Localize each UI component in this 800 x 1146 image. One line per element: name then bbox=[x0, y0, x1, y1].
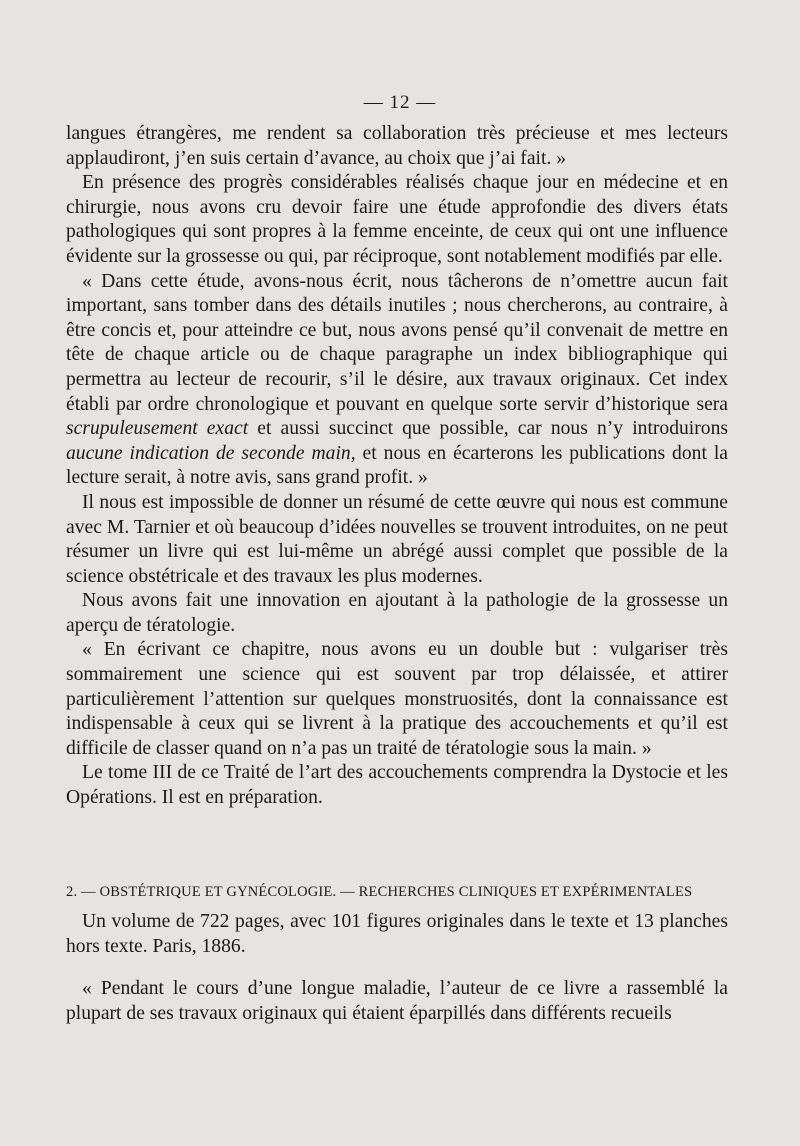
italic-phrase: aucune indication de seconde main, bbox=[66, 442, 356, 464]
paragraph: Nous avons fait une innovation en ajoutant à la pathologie de la grossesse un aperçu de tératologie. bbox=[66, 590, 728, 636]
paragraph: langues étrangères, me rendent sa collaboration très précieuse et mes lecteurs applaudiront, j’en suis certain d’avance, au choix que j’ai fait. » bbox=[66, 123, 728, 169]
text-run: et nous en écarterons les publications dont la lecture serait, à notre avis, sans grand profit. » bbox=[66, 442, 728, 489]
text-run: « Dans cette étude, avons-nous écrit, nous tâcherons de n’omettre aucun fait important, sans tomber dans des détails inutiles ; nous chercherons, au contraire, à être concis et, pour atteindre ce but, nous avons pensé qu’il convenait de mettre en tête de chaque article ou de chaque paragraphe un index bibliographique qui permettra au lecteur de recourir, s’il le désire, aux travaux originaux. Cet index établi par ordre chronologique et pouvant en quelque sorte servir d’historique sera bbox=[66, 270, 728, 415]
quoted-paragraph: « En écrivant ce chapitre, nous avons eu un double but : vulgariser très sommairement une science qui est souvent par trop délaissée, et attirer particulièrement l’attention sur quelques monstruosités, dont la connaissance est indispensable à ceux qui se livrent à la pratique des accouchements et qu’il est difficile de classer quand on n’a pas un traité de tératologie sous la main. » bbox=[66, 639, 728, 759]
section-text bbox=[66, 910, 728, 1026]
paragraph: Le tome III de ce Traité de l’art des accouchements comprendra la Dystocie et les Opérations. Il est en préparation. bbox=[66, 762, 728, 809]
page-number: — 12 — bbox=[363, 92, 437, 113]
section-quote: « Pendant le cours d’une longue maladie, l’auteur de ce livre a rassemblé la plupart de ses travaux originaux qui étaient éparpillés dans différents recueils bbox=[66, 978, 728, 1024]
italic-phrase: scrupuleusement exact bbox=[66, 418, 249, 440]
section-heading: 2. — OBSTÉTRIQUE ET GYNÉCOLOGIE. — RECHERCHES CLINIQUES ET EXPÉRIMENTALES bbox=[66, 884, 693, 900]
paragraph: Il nous est impossible de donner un résumé de cette œuvre qui nous est commune avec M. Tarnier et où beaucoup d’idées nouvelles se trouvent introduites, on ne peut résumer un livre qui est lui-même un abrégé aussi complet que possible de la science obstétricale et des travaux les plus modernes. bbox=[66, 491, 728, 587]
text-run: et aussi succinct que possible, car nous n’y introduirons bbox=[248, 418, 728, 440]
main-text bbox=[66, 122, 728, 811]
quoted-paragraph bbox=[66, 270, 728, 491]
paragraph: En présence des progrès considérables réalisés chaque jour en médecine et en chirurgie, nous avons cru devoir faire une étude approfondie des divers états pathologiques qui sont propres à la femme enceinte, de ceux qui ont une influence évidente sur la grossesse ou qui, par réciproque, sont notablement modifiés par elle. bbox=[66, 172, 728, 267]
section-description: Un volume de 722 pages, avec 101 figures originales dans le texte et 13 planches hors texte. Paris, 1886. bbox=[66, 911, 728, 957]
